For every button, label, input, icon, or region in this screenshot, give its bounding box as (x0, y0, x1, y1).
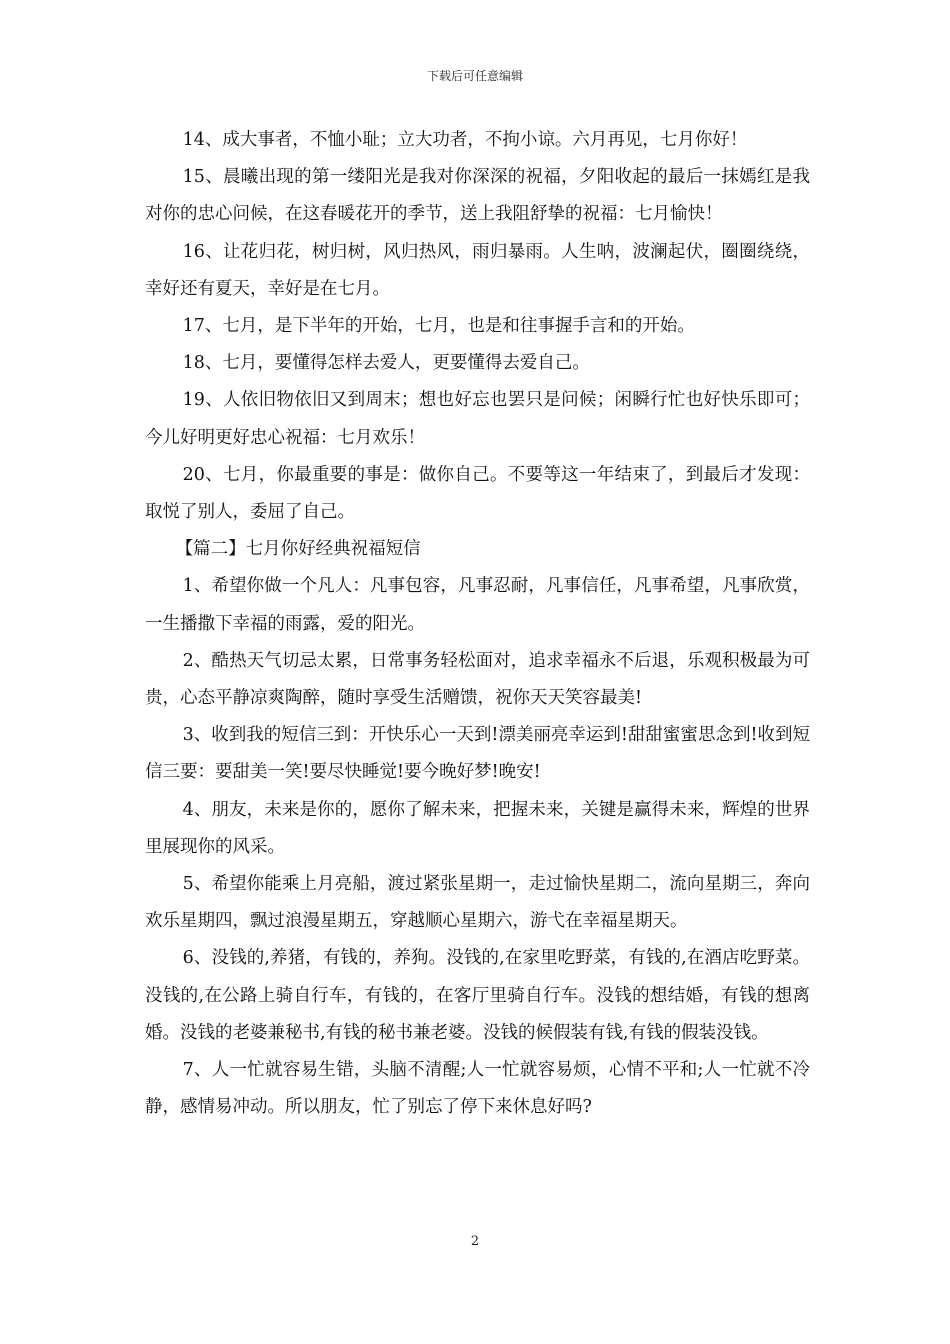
paragraph-5: 5、希望你能乘上月亮船，渡过紧张星期一，走过愉快星期二，流向星期三，奔向欢乐星期四，飘过浪漫星期五，穿越顺心星期六，游弋在幸福星期天。 (145, 874, 810, 932)
paragraph-16: 16、让花归花，树归树，风归热风，雨归暴雨。人生呐，波澜起伏，圈圈绕绕，幸好还有夏天，幸好是在七月。 (145, 241, 810, 299)
paragraph-2: 2、酷热天气切忌太累，日常事务轻松面对，追求幸福永不后退，乐观积极最为可贵，心态平静凉爽陶醉，随时享受生活赠馈，祝你天天笑容最美! (145, 650, 810, 709)
paragraph-15: 15、晨曦出现的第一缕阳光是我对你深深的祝福，夕阳收起的最后一抹嫣红是我对你的忠心问候，在这春暖花开的季节，送上我阻舒挚的祝福：七月愉快！ (145, 167, 810, 225)
paragraph-1: 1、希望你做一个凡人：凡事包容，凡事忍耐，凡事信任，凡事希望，凡事欣赏，一生播撒下幸福的雨露，爱的阳光。 (145, 576, 810, 634)
paragraph-20: 20、七月，你最重要的事是：做你自己。不要等这一年结束了，到最后才发现：取悦了别人，委屈了自己。 (145, 464, 810, 523)
page-header-note: 下载后可任意编辑 (426, 69, 523, 83)
paragraph-6: 6、没钱的,养猪，有钱的，养狗。没钱的,在家里吃野菜，有钱的,在酒店吃野菜。没钱的,在公路上骑自行车，有钱的，在客厅里骑自行车。没钱的想结婚，有钱的想离婚。没钱的老婆兼秘书,有钱的秘书兼老婆。没钱的候假装有钱,有钱的假装没钱。 (145, 948, 810, 1043)
paragraph-19: 19、人依旧物依旧又到周末；想也好忘也罢只是问候；闲瞬行忙也好快乐即可；今儿好明更好忠心祝福：七月欢乐！ (145, 390, 810, 448)
paragraph-7: 7、人一忙就容易生错，头脑不清醒;人一忙就容易烦，心情不平和;人一忙就不冷静，感情易冲动。所以朋友，忙了别忘了停下来休息好吗? (145, 1060, 810, 1118)
page-number: 2 (470, 1234, 480, 1249)
paragraph-17: 17、七月，是下半年的开始，七月，也是和往事握手言和的开始。 (182, 316, 695, 337)
section-heading: 【篇二】七月你好经典祝福短信 (175, 539, 421, 560)
paragraph-3: 3、收到我的短信三到：开快乐心一天到!漂美丽亮幸运到!甜甜蜜蜜思念到!收到短信三要：要甜美一笑!要尽快睡觉!要今晚好梦!晚安! (145, 725, 810, 783)
paragraph-14: 14、成大事者，不恤小耻；立大功者，不拘小谅。六月再见，七月你好！ (182, 130, 748, 150)
document-body (145, 122, 810, 1126)
paragraph-4: 4、朋友，未来是你的，愿你了解未来，把握未来，关键是赢得未来，辉煌的世界里展现你的风采。 (145, 799, 810, 857)
paragraph-18: 18、七月，要懂得怎样去爱人，更要懂得去爱自己。 (182, 353, 590, 374)
